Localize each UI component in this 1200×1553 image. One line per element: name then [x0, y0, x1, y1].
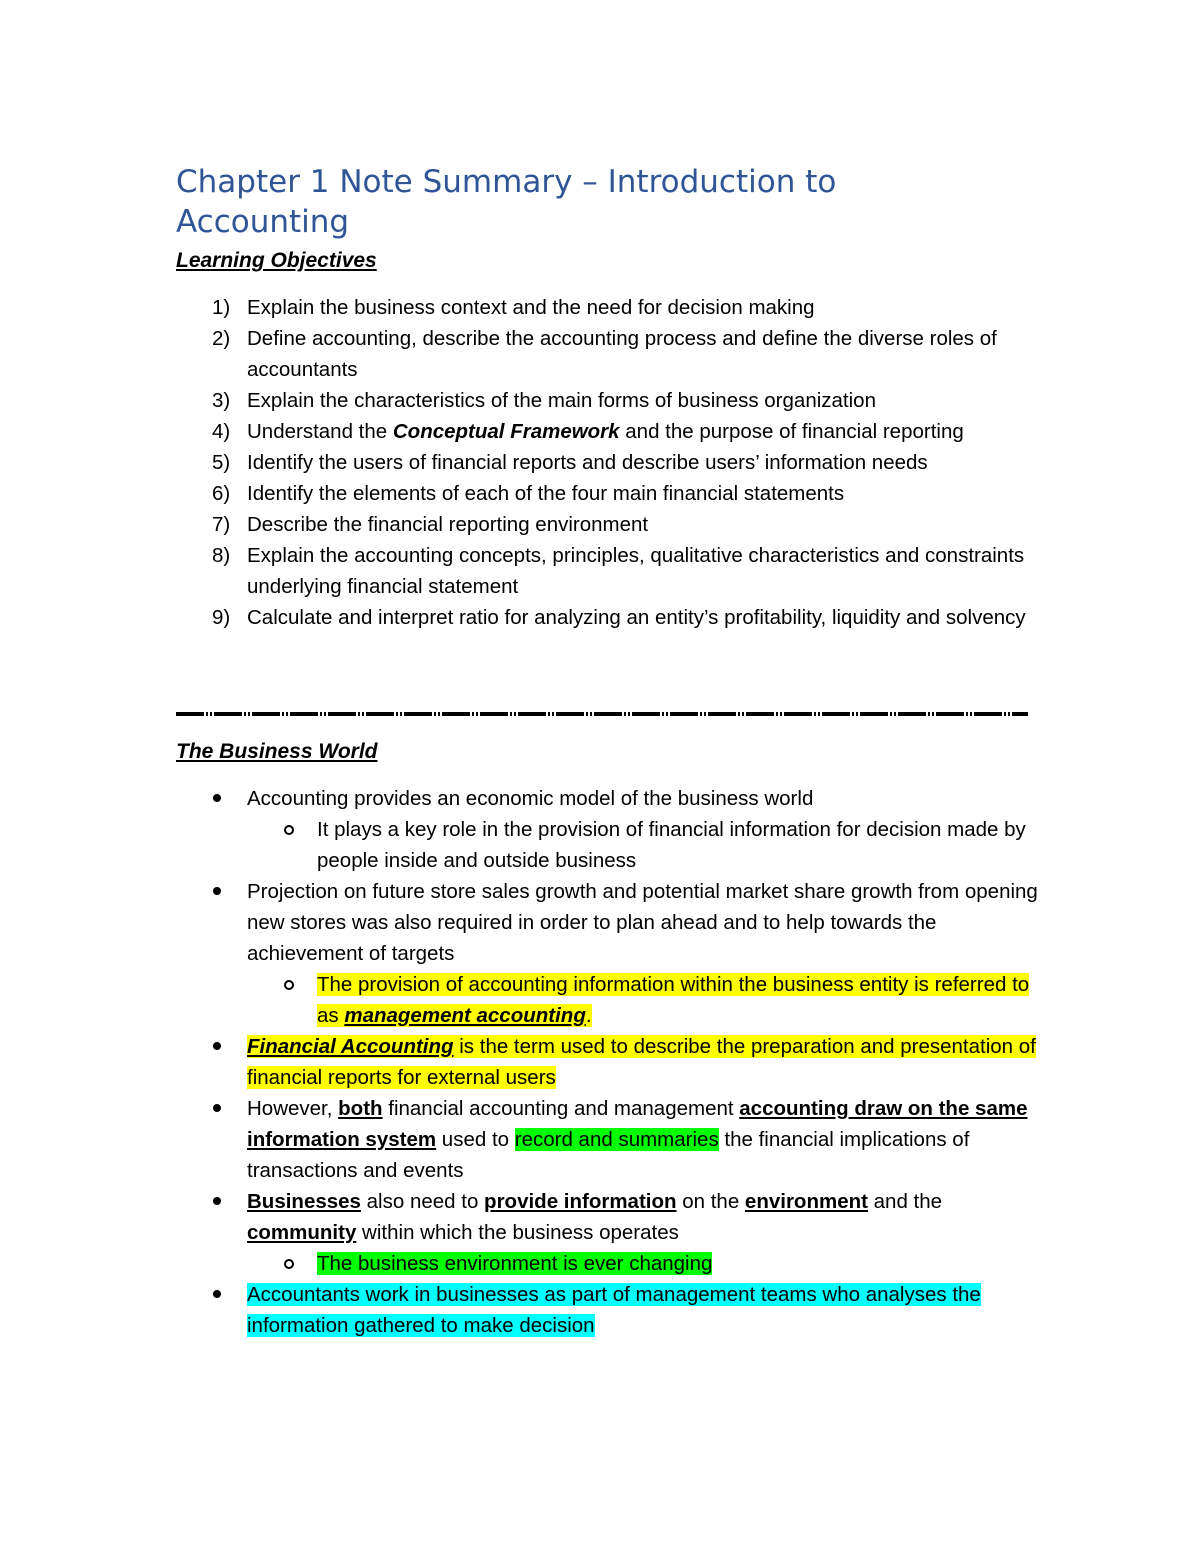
- emphasis-text: management accounting: [344, 1004, 586, 1027]
- list-item-text: The provision of accounting information within the business entity is referred to as: [317, 973, 1030, 1027]
- list-item-text: financial accounting and management: [382, 1097, 740, 1120]
- bullet-icon: [213, 1104, 221, 1112]
- list-item: [176, 323, 1036, 385]
- list-number: 2): [212, 327, 231, 350]
- list-item-text: Explain the business context and the need for decision making: [247, 296, 815, 319]
- list-item-text: Define accounting, describe the accounting process and define the diverse roles of accountants: [247, 327, 997, 381]
- list-item-text: It plays a key role in the provision of financial information for decision made by people inside and outside business: [317, 818, 1026, 872]
- list-item: [176, 1031, 1056, 1093]
- list-item-text: and the: [867, 1190, 943, 1213]
- bullet-icon: [213, 1290, 221, 1298]
- list-item-text: used to: [436, 1128, 515, 1151]
- highlighted-text: [317, 973, 1029, 1027]
- learning-objectives-heading: Learning Objectives: [176, 249, 377, 272]
- list-item-text: However,: [247, 1097, 339, 1120]
- list-item: [176, 1093, 1056, 1186]
- list-item-text: and the purpose of financial reporting: [619, 420, 964, 443]
- emphasis-text: Conceptual Framework: [392, 420, 620, 443]
- list-item-text: Projection on future store sales growth and potential market share growth from opening new stores was also required in order to plan ahead and to help towards the achievement of targets: [247, 880, 1038, 965]
- list-number: 9): [212, 606, 231, 629]
- list-item: [176, 602, 1036, 633]
- list-item: [176, 292, 1036, 323]
- section-divider: [176, 710, 1028, 718]
- list-item-text: Calculate and interpret ratio for analyzing an entity’s profitability, liquidity and solvency: [247, 606, 1026, 629]
- bullet-icon: [213, 794, 221, 802]
- list-item-text: the financial implications of transactions and events: [247, 1128, 970, 1182]
- list-item-text: Explain the accounting concepts, principles, qualitative characteristics and constraints underlying financial statement: [247, 544, 1025, 598]
- hollow-bullet-icon: [284, 825, 294, 835]
- business-world-heading: The Business World: [176, 740, 378, 763]
- list-item: [176, 509, 1036, 540]
- list-item: [176, 783, 1056, 814]
- underlined-text: Businesses: [247, 1190, 361, 1213]
- underlined-text: both: [338, 1097, 383, 1120]
- list-item: [176, 478, 1036, 509]
- business-world-list: [176, 783, 1056, 1341]
- list-item-text: on the: [676, 1190, 745, 1213]
- list-item-text: Identify the users of financial reports and describe users’ information needs: [247, 451, 928, 474]
- list-item: [176, 416, 1036, 447]
- underlined-text: environment: [744, 1190, 868, 1213]
- bullet-icon: [213, 1197, 221, 1205]
- sub-list-item: [176, 1248, 1056, 1279]
- list-number: 3): [212, 389, 231, 412]
- sub-list-item: [176, 814, 1056, 876]
- list-number: 6): [212, 482, 231, 505]
- highlighted-text: Accountants work in businesses as part of management teams who analyses the information gathered to make decision: [247, 1283, 981, 1337]
- list-item: [176, 876, 1056, 969]
- list-item: [176, 1186, 1056, 1248]
- list-item: [176, 540, 1036, 602]
- list-item-text: is the term used to describe the preparation and presentation of financial reports for external users: [247, 1035, 1036, 1089]
- list-item-text: Explain the characteristics of the main forms of business organization: [247, 389, 876, 412]
- list-item-text: .: [585, 1004, 592, 1027]
- emphasis-text: Financial Accounting: [247, 1035, 454, 1058]
- list-number: 5): [212, 451, 231, 474]
- list-item-text: Describe the financial reporting environment: [247, 513, 649, 536]
- list-number: 8): [212, 544, 231, 567]
- hollow-bullet-icon: [284, 1259, 294, 1269]
- hollow-bullet-icon: [284, 980, 294, 990]
- list-item: [176, 447, 1036, 478]
- list-number: 4): [212, 420, 231, 443]
- list-item-text: Accounting provides an economic model of the business world: [247, 787, 814, 810]
- list-number: 7): [212, 513, 231, 536]
- list-item-text: within which the business operates: [356, 1221, 679, 1244]
- sub-list-item: [176, 969, 1056, 1031]
- list-item-text: Understand the: [247, 420, 393, 443]
- page-title: Chapter 1 Note Summary – Introduction to Accounting: [176, 164, 837, 240]
- bullet-icon: [213, 1042, 221, 1050]
- bullet-icon: [213, 887, 221, 895]
- highlighted-text: The business environment is ever changing: [317, 1252, 713, 1275]
- list-item-text: also need to: [360, 1190, 485, 1213]
- list-number: 1): [212, 296, 231, 319]
- underlined-text: accounting draw on the same information system: [247, 1097, 1028, 1151]
- list-item: [176, 1279, 1056, 1341]
- list-item-text: Identify the elements of each of the four main financial statements: [247, 482, 845, 505]
- list-item: [176, 385, 1036, 416]
- underlined-text: community: [247, 1221, 357, 1244]
- underlined-text: provide information: [484, 1190, 677, 1213]
- highlighted-text: [247, 1035, 1036, 1089]
- learning-objectives-list: [176, 292, 1036, 633]
- highlighted-text: record and summaries: [514, 1128, 719, 1151]
